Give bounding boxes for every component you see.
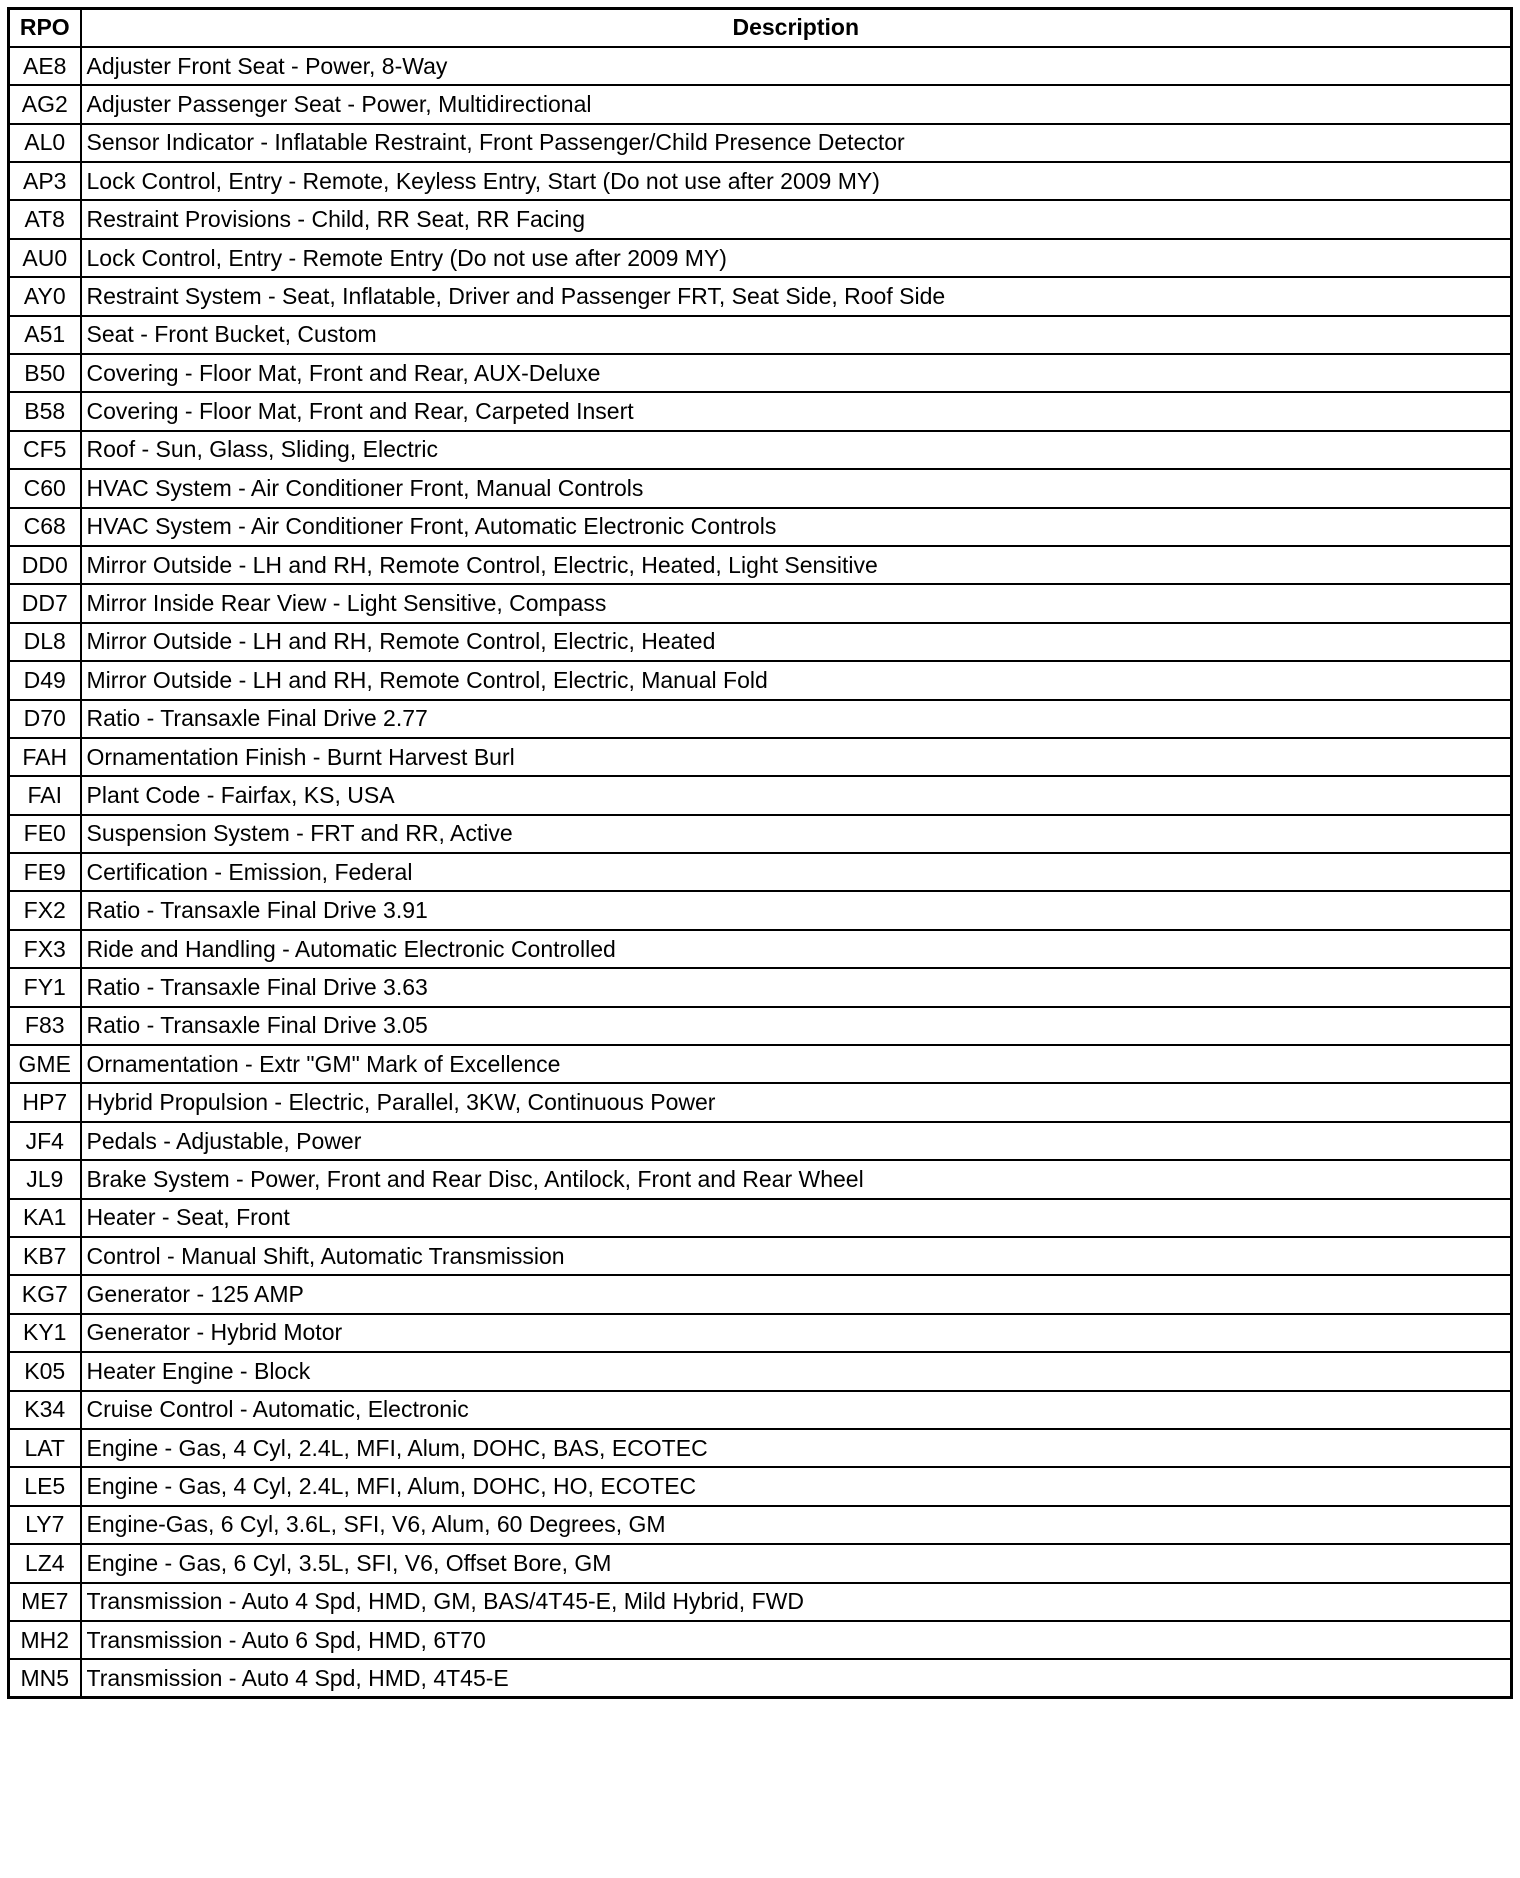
rpo-code-cell: GME [9,1045,81,1083]
table-row [9,508,1512,546]
description-cell: Seat - Front Bucket, Custom [81,316,1512,354]
table-row [9,277,1512,315]
rpo-code-cell: KY1 [9,1314,81,1352]
rpo-code-cell: AY0 [9,277,81,315]
table-row [9,700,1512,738]
description-cell: Cruise Control - Automatic, Electronic [81,1391,1512,1429]
description-cell: Mirror Outside - LH and RH, Remote Control, Electric, Manual Fold [81,661,1512,699]
table-row [9,1391,1512,1429]
table-row [9,1160,1512,1198]
description-cell: Ratio - Transaxle Final Drive 3.63 [81,968,1512,1006]
description-cell: Lock Control, Entry - Remote, Keyless Entry, Start (Do not use after 2009 MY) [81,162,1512,200]
rpo-code-cell: C68 [9,508,81,546]
description-cell: Generator - 125 AMP [81,1275,1512,1313]
description-cell: HVAC System - Air Conditioner Front, Automatic Electronic Controls [81,508,1512,546]
table-row [9,1122,1512,1160]
rpo-code-cell: AG2 [9,85,81,123]
description-cell: Transmission - Auto 6 Spd, HMD, 6T70 [81,1621,1512,1659]
rpo-code-cell: AT8 [9,200,81,238]
description-column-header: Description [81,9,1512,47]
description-cell: Suspension System - FRT and RR, Active [81,815,1512,853]
table-row [9,546,1512,584]
description-cell: Heater Engine - Block [81,1352,1512,1390]
rpo-column-header: RPO [9,9,81,47]
rpo-code-cell: F83 [9,1007,81,1045]
rpo-code-cell: MH2 [9,1621,81,1659]
table-row [9,162,1512,200]
description-cell: Ratio - Transaxle Final Drive 3.05 [81,1007,1512,1045]
description-cell: Transmission - Auto 4 Spd, HMD, GM, BAS/4T45-E, Mild Hybrid, FWD [81,1583,1512,1621]
description-cell: Engine - Gas, 6 Cyl, 3.5L, SFI, V6, Offset Bore, GM [81,1544,1512,1582]
rpo-code-cell: DD0 [9,546,81,584]
rpo-code-cell: DD7 [9,584,81,622]
rpo-code-cell: FY1 [9,968,81,1006]
rpo-code-cell: HP7 [9,1083,81,1121]
header-row [9,9,1512,47]
table-row [9,431,1512,469]
table-row [9,930,1512,968]
description-cell: Mirror Outside - LH and RH, Remote Control, Electric, Heated, Light Sensitive [81,546,1512,584]
description-cell: Ratio - Transaxle Final Drive 2.77 [81,700,1512,738]
description-cell: Engine - Gas, 4 Cyl, 2.4L, MFI, Alum, DOHC, BAS, ECOTEC [81,1429,1512,1467]
description-cell: Mirror Inside Rear View - Light Sensitive, Compass [81,584,1512,622]
table-row [9,1045,1512,1083]
rpo-code-cell: JL9 [9,1160,81,1198]
rpo-code-cell: DL8 [9,623,81,661]
rpo-table [7,7,1513,1699]
table-row [9,1237,1512,1275]
rpo-code-cell: CF5 [9,431,81,469]
table-row [9,392,1512,430]
table-row [9,815,1512,853]
rpo-code-cell: ME7 [9,1583,81,1621]
table-body [9,47,1512,1698]
table-row [9,1083,1512,1121]
description-cell: Covering - Floor Mat, Front and Rear, AUX-Deluxe [81,354,1512,392]
rpo-code-cell: AP3 [9,162,81,200]
rpo-code-cell: AU0 [9,239,81,277]
rpo-code-cell: MN5 [9,1659,81,1697]
table-row [9,124,1512,162]
table-row [9,661,1512,699]
rpo-code-cell: FAH [9,738,81,776]
rpo-code-cell: JF4 [9,1122,81,1160]
description-cell: Adjuster Front Seat - Power, 8-Way [81,47,1512,85]
table-row [9,47,1512,85]
table-row [9,584,1512,622]
rpo-code-cell: B58 [9,392,81,430]
rpo-code-cell: AL0 [9,124,81,162]
table-row [9,1199,1512,1237]
description-cell: Heater - Seat, Front [81,1199,1512,1237]
table-row [9,738,1512,776]
description-cell: HVAC System - Air Conditioner Front, Manual Controls [81,469,1512,507]
description-cell: Ride and Handling - Automatic Electronic Controlled [81,930,1512,968]
table-row [9,85,1512,123]
table-row [9,776,1512,814]
table-row [9,1275,1512,1313]
table-header [9,9,1512,47]
description-cell: Engine - Gas, 4 Cyl, 2.4L, MFI, Alum, DOHC, HO, ECOTEC [81,1467,1512,1505]
table-row [9,968,1512,1006]
description-cell: Adjuster Passenger Seat - Power, Multidirectional [81,85,1512,123]
description-cell: Ratio - Transaxle Final Drive 3.91 [81,891,1512,929]
rpo-code-cell: FE9 [9,853,81,891]
description-cell: Certification - Emission, Federal [81,853,1512,891]
rpo-code-cell: LY7 [9,1506,81,1544]
rpo-code-cell: KB7 [9,1237,81,1275]
table-row [9,1314,1512,1352]
rpo-code-cell: B50 [9,354,81,392]
table-row [9,1467,1512,1505]
table-row [9,1007,1512,1045]
rpo-code-cell: LZ4 [9,1544,81,1582]
table-row [9,239,1512,277]
description-cell: Ornamentation - Extr "GM" Mark of Excellence [81,1045,1512,1083]
rpo-code-cell: LAT [9,1429,81,1467]
rpo-code-cell: FAI [9,776,81,814]
rpo-code-cell: AE8 [9,47,81,85]
description-cell: Restraint System - Seat, Inflatable, Driver and Passenger FRT, Seat Side, Roof Side [81,277,1512,315]
rpo-code-cell: LE5 [9,1467,81,1505]
table-row [9,354,1512,392]
table-row [9,1352,1512,1390]
description-cell: Engine-Gas, 6 Cyl, 3.6L, SFI, V6, Alum, 60 Degrees, GM [81,1506,1512,1544]
rpo-code-cell: KG7 [9,1275,81,1313]
description-cell: Generator - Hybrid Motor [81,1314,1512,1352]
description-cell: Sensor Indicator - Inflatable Restraint, Front Passenger/Child Presence Detector [81,124,1512,162]
description-cell: Pedals - Adjustable, Power [81,1122,1512,1160]
table-row [9,1506,1512,1544]
table-row [9,1583,1512,1621]
description-cell: Transmission - Auto 4 Spd, HMD, 4T45-E [81,1659,1512,1697]
table-row [9,200,1512,238]
table-row [9,1659,1512,1697]
description-cell: Plant Code - Fairfax, KS, USA [81,776,1512,814]
description-cell: Brake System - Power, Front and Rear Disc, Antilock, Front and Rear Wheel [81,1160,1512,1198]
rpo-code-cell: KA1 [9,1199,81,1237]
table-row [9,1621,1512,1659]
rpo-code-cell: K05 [9,1352,81,1390]
rpo-code-cell: FX3 [9,930,81,968]
rpo-code-cell: K34 [9,1391,81,1429]
rpo-code-cell: D49 [9,661,81,699]
table-row [9,469,1512,507]
rpo-code-cell: A51 [9,316,81,354]
description-cell: Covering - Floor Mat, Front and Rear, Carpeted Insert [81,392,1512,430]
description-cell: Restraint Provisions - Child, RR Seat, RR Facing [81,200,1512,238]
rpo-code-cell: FE0 [9,815,81,853]
description-cell: Mirror Outside - LH and RH, Remote Control, Electric, Heated [81,623,1512,661]
table-row [9,891,1512,929]
rpo-code-cell: D70 [9,700,81,738]
description-cell: Control - Manual Shift, Automatic Transmission [81,1237,1512,1275]
table-row [9,316,1512,354]
table-row [9,623,1512,661]
rpo-code-cell: FX2 [9,891,81,929]
description-cell: Ornamentation Finish - Burnt Harvest Burl [81,738,1512,776]
description-cell: Roof - Sun, Glass, Sliding, Electric [81,431,1512,469]
table-row [9,1544,1512,1582]
table-row [9,853,1512,891]
rpo-code-cell: C60 [9,469,81,507]
description-cell: Lock Control, Entry - Remote Entry (Do not use after 2009 MY) [81,239,1512,277]
description-cell: Hybrid Propulsion - Electric, Parallel, 3KW, Continuous Power [81,1083,1512,1121]
table-row [9,1429,1512,1467]
